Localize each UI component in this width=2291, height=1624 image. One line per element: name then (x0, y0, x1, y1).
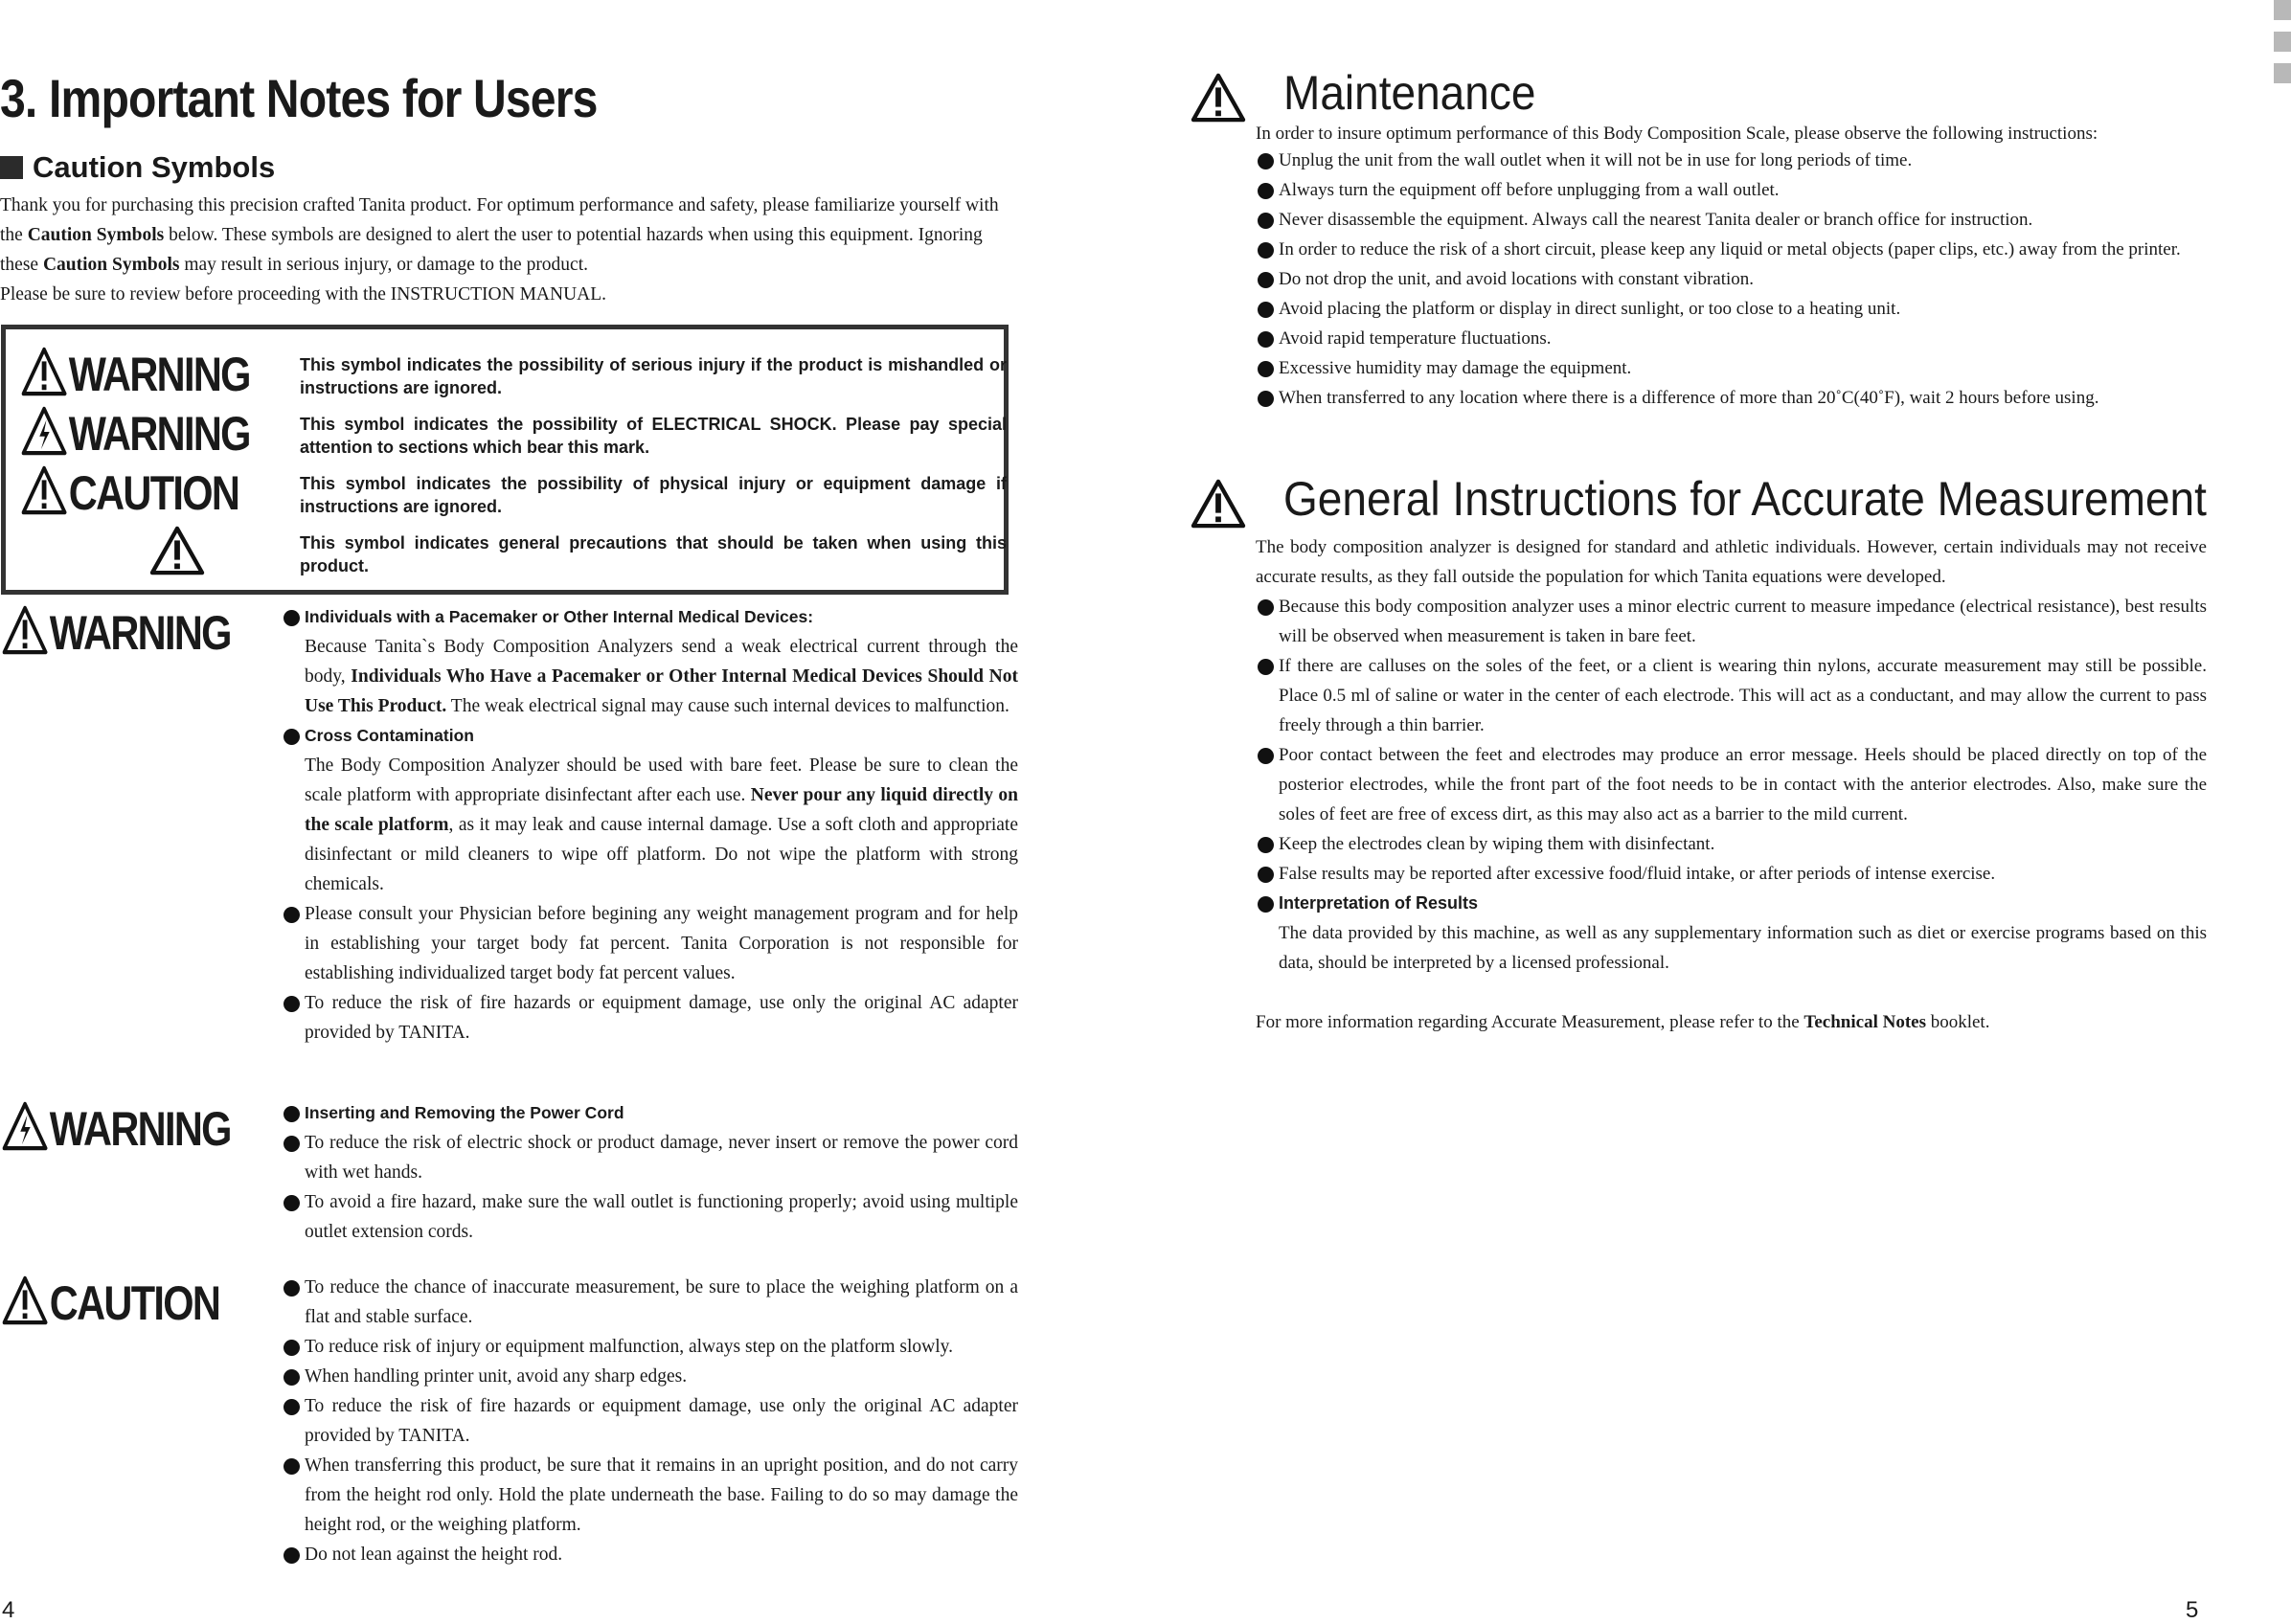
bullet-icon (284, 1195, 300, 1211)
intro-note: Please be sure to review before proceeding with the INSTRUCTION MANUAL. (0, 284, 607, 304)
bullet-icon (1258, 361, 1274, 377)
symbol-general-desc: This symbol indicates general precautions that should be taken when using this product. (300, 533, 1007, 575)
item-heading: Individuals with a Pacemaker or Other Internal Medical Devices: (305, 607, 814, 626)
list-item: False results may be reported after excessive food/fluid intake, or after periods of intense exercise. (1256, 859, 2207, 889)
list-item: Do not drop the unit, and avoid locations with constant vibration. (1256, 264, 2207, 294)
list-item: Because this body composition analyzer uses a minor electric current to measure impedance (electrical resistance), best results will be observed when measurement is taken in bare feet. (1256, 592, 2207, 651)
list-item: When transferring this product, be sure that it remains in an upright position, and do not carry from the height rod only. Hold the plate underneath the base. Failing to do so may damage the height rod, or the weighing platform. (282, 1451, 1018, 1540)
interpretation-heading: Interpretation of Results (1279, 893, 1479, 913)
bullet-icon (1258, 748, 1274, 764)
bullet-icon (1258, 837, 1274, 853)
bullet-icon (284, 729, 300, 745)
edge-tab (2274, 63, 2291, 83)
list-item: To reduce the chance of inaccurate measurement, be sure to place the weighing platform on a flat and stable surface. (282, 1273, 1018, 1332)
list-item: Keep the electrodes clean by wiping them with disinfectant. (1256, 829, 2207, 859)
maintenance-section (1256, 123, 2207, 413)
item-heading: Inserting and Removing the Power Cord (305, 1103, 624, 1122)
symbol-electric-warning-desc: This symbol indicates the possibility of ELECTRICAL SHOCK. Please pay special attention to sections which bear this mark. (300, 415, 1007, 457)
bullet-icon (1258, 272, 1274, 288)
electric-shock-triangle-icon (2, 1101, 48, 1151)
item-heading: Cross Contamination (305, 726, 474, 745)
list-item: When handling printer unit, avoid any sharp edges. (282, 1362, 1018, 1391)
list-item: Avoid rapid temperature fluctuations. (1256, 324, 2207, 353)
list-item: Excessive humidity may damage the equipment. (1256, 353, 2207, 383)
bullet-icon (1258, 391, 1274, 407)
bullet-icon (284, 996, 300, 1012)
intro-paragraph: Thank you for purchasing this precision crafted Tanita product. For optimum performance and safety, please familiarize yourself with the Caution Symbols below. These symbols are designed to alert the user to potential hazards when using this equipment. Ignoring these Caution Symbols may result in serious injury, or damage to the product. (0, 195, 999, 275)
exclamation-triangle-icon (1191, 479, 1246, 529)
list-item: To reduce the risk of fire hazards or equipment damage, use only the original AC adapter provided by TANITA. (282, 988, 1018, 1048)
general-instructions-section (1256, 532, 2207, 1037)
exclamation-triangle-icon (21, 347, 67, 396)
symbol-caution-label: CAUTION (21, 465, 238, 517)
interpretation-body: The data provided by this machine, as well as any supplementary information such as diet or exercise programs based on this data, should be interpreted by a licensed professional. (1279, 923, 2207, 973)
list-item: Unplug the unit from the wall outlet when it will not be in use for long periods of time. (1256, 146, 2207, 175)
bullet-icon (1258, 213, 1274, 229)
list-item: Avoid placing the platform or display in direct sunlight, or too close to a heating unit. (1256, 294, 2207, 324)
exclamation-triangle-icon (2, 605, 48, 655)
bullet-icon (284, 1106, 300, 1122)
bullet-icon (284, 610, 300, 626)
bullet-icon (284, 1369, 300, 1386)
warning-list (282, 602, 1018, 1048)
symbol-caution-desc: This symbol indicates the possibility of physical injury or equipment damage if instructions are ignored. (300, 474, 1007, 516)
exclamation-triangle-icon (21, 465, 67, 515)
list-item: Always turn the equipment off before unplugging from a wall outlet. (1256, 175, 2207, 205)
bullet-icon (284, 1399, 300, 1415)
electric-shock-triangle-icon (21, 406, 67, 456)
list-item: To reduce the risk of electric shock or product damage, never insert or remove the power cord with wet hands. (282, 1128, 1018, 1187)
list-item: Poor contact between the feet and electrodes may produce an error message. Heels should be placed directly on top of the posterior electrodes, while the front part of the foot needs to be in contact with the anterior electrodes. Also, make sure the soles of feet are free of excess dirt, as this may also act as a barrier to the mild current. (1256, 740, 2207, 829)
page-title: 3. Important Notes for Users (0, 68, 598, 128)
bullet-icon (1258, 331, 1274, 348)
list-item: Please consult your Physician before begining any weight management program and for help in establishing your target body fat percent. Tanita Corporation is not responsible for establishing individualized target body fat percent values. (282, 899, 1018, 988)
list-item (282, 721, 1018, 899)
bullet-icon (1258, 302, 1274, 318)
maintenance-intro: In order to insure optimum performance of this Body Composition Scale, please observe the following instructions: (1256, 124, 2098, 144)
power-cord-warning-list (282, 1098, 1018, 1247)
list-item: To reduce the risk of fire hazards or equipment damage, use only the original AC adapter provided by TANITA. (282, 1391, 1018, 1451)
bullet-icon (284, 1136, 300, 1152)
list-item (282, 1098, 1018, 1128)
list-item: In order to reduce the risk of a short circuit, please keep any liquid or metal objects (paper clips, etc.) away from the printer. (1256, 235, 2207, 264)
symbol-electric-warning-label: WARNING (21, 406, 250, 458)
square-bullet-icon (0, 156, 23, 179)
bullet-icon (284, 1280, 300, 1297)
bullet-icon (1258, 242, 1274, 259)
general-intro: The body composition analyzer is designed for standard and athletic individuals. However, certain individuals may not receive accurate results, as they fall outside the population for which Tanita equations were developed. (1256, 537, 2207, 587)
list-item: To reduce risk of injury or equipment malfunction, always step on the platform slowly. (282, 1332, 1018, 1362)
bullet-icon (1258, 599, 1274, 616)
edge-thumb-tabs (2274, 0, 2291, 95)
list-item: When transferred to any location where there is a difference of more than 20˚C(40˚F), wait 2 hours before using. (1256, 383, 2207, 413)
list-item: Do not lean against the height rod. (282, 1540, 1018, 1569)
page-number: 4 (2, 1597, 15, 1623)
exclamation-triangle-icon (149, 526, 205, 575)
bullet-icon (1258, 659, 1274, 675)
list-item: Never disassemble the equipment. Always call the nearest Tanita dealer or branch office for instruction. (1256, 205, 2207, 235)
list-item: If there are calluses on the soles of the feet, or a client is wearing thin nylons, accurate measurement may still be possible. Place 0.5 ml of saline or water in the center of each electrode. This will act as a conductant, and may allow the current to pass freely through a thin barrier. (1256, 651, 2207, 740)
edge-tab (2274, 0, 2291, 20)
bullet-icon (284, 1458, 300, 1475)
exclamation-triangle-icon (2, 1275, 48, 1325)
warning-label: WARNING (2, 605, 231, 657)
bullet-icon (1258, 153, 1274, 169)
edge-tab (2274, 32, 2291, 52)
technical-notes-reference: For more information regarding Accurate Measurement, please refer to the Technical Notes booklet. (1256, 1012, 1990, 1032)
intro-text (0, 191, 1017, 309)
bullet-icon (284, 1340, 300, 1356)
bullet-icon (1258, 867, 1274, 883)
general-instructions-title: General Instructions for Accurate Measurement (1283, 472, 2207, 526)
page-number: 5 (2186, 1597, 2199, 1623)
caution-list (282, 1273, 1018, 1569)
electric-warning-label: WARNING (2, 1101, 231, 1153)
caution-label: CAUTION (2, 1275, 219, 1327)
list-item (282, 602, 1018, 721)
caution-symbols-box (1, 325, 1009, 595)
bullet-icon (1258, 896, 1274, 913)
bullet-icon (284, 907, 300, 923)
list-item (1256, 889, 2207, 978)
bullet-icon (1258, 183, 1274, 199)
symbol-warning-label: WARNING (21, 347, 250, 398)
maintenance-title: Maintenance (1283, 66, 1536, 120)
symbol-warning-desc: This symbol indicates the possibility of serious injury if the product is mishandled or instructions are ignored. (300, 355, 1007, 397)
item-body: Because Tanita`s Body Composition Analyzers send a weak electrical current through the body, Individuals Who Have a Pacemaker or Other Internal Medical Devices Should Not Use This Product. The weak electrical signal may cause such internal devices to malfunction. (305, 637, 1019, 716)
exclamation-triangle-icon (1191, 73, 1246, 123)
caution-symbols-heading: Caution Symbols (0, 150, 275, 185)
list-item: To avoid a fire hazard, make sure the wall outlet is functioning properly; avoid using multiple outlet extension cords. (282, 1187, 1018, 1247)
item-body: The Body Composition Analyzer should be used with bare feet. Please be sure to clean the scale platform with appropriate disinfectant after each use. Never pour any liquid directly on the scale platform, as it may leak and cause internal damage. Use a soft cloth and appropriate disinfectant or mild cleaners to wipe off platform. Do not wipe the platform with strong chemicals. (305, 756, 1018, 894)
bullet-icon (284, 1547, 300, 1564)
